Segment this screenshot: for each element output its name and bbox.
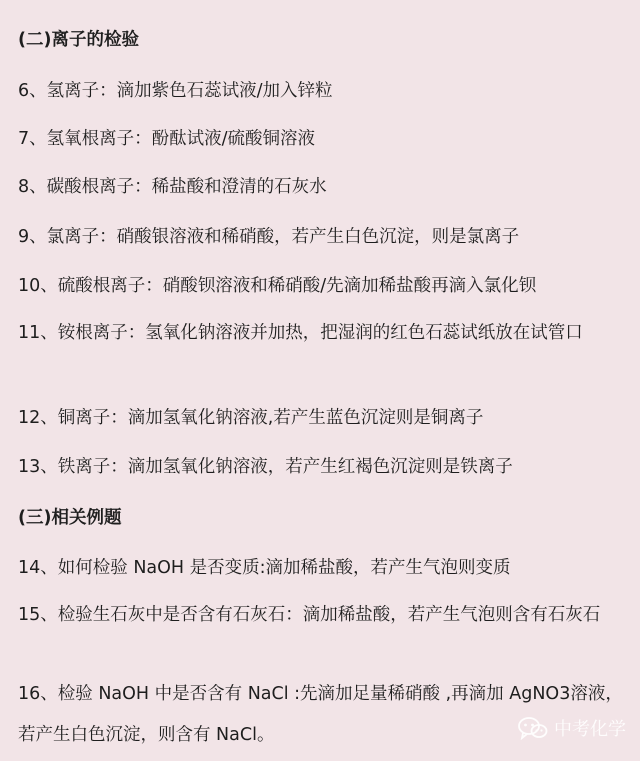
item-7-hydroxide-ion: 7、氢氧根离子：酚酞试液/硫酸铜溶液 xyxy=(18,129,316,149)
section-heading-ion-tests: (二)离子的检验 xyxy=(18,30,139,50)
item-15-quicklime-limestone: 15、检验生石灰中是否含有石灰石：滴加稀盐酸，若产生气泡则含有石灰石 xyxy=(18,605,601,625)
wechat-icon xyxy=(518,716,548,740)
section-heading-examples: (三)相关例题 xyxy=(18,508,122,528)
item-12-copper-ion: 12、铜离子：滴加氢氧化钠溶液,若产生蓝色沉淀则是铜离子 xyxy=(18,408,484,428)
item-14-naoh-deterioration: 14、如何检验 NaOH 是否变质:滴加稀盐酸，若产生气泡则变质 xyxy=(18,558,511,578)
item-9-chloride-ion: 9、氯离子：硝酸银溶液和稀硝酸，若产生白色沉淀，则是氯离子 xyxy=(18,227,520,247)
item-16-naoh-nacl: 16、检验 NaOH 中是否含有 NaCl :先滴加足量稀硝酸 ,再滴加 AgNO3溶液，若产生白色沉淀，则含有 NaCl。 xyxy=(18,684,623,745)
item-8-carbonate-ion: 8、碳酸根离子：稀盐酸和澄清的石灰水 xyxy=(18,177,327,197)
item-11-ammonium-ion: 11、铵根离子：氢氧化钠溶液并加热，把湿润的红色石蕊试纸放在试管口 xyxy=(18,323,583,343)
item-10-sulfate-ion: 10、硫酸根离子：硝酸钡溶液和稀硝酸/先滴加稀盐酸再滴入氯化钡 xyxy=(18,276,537,296)
item-6-hydrogen-ion: 6、氢离子：滴加紫色石蕊试液/加入锌粒 xyxy=(18,81,333,101)
watermark xyxy=(518,715,626,741)
watermark-text: 中考化学 xyxy=(554,719,626,740)
item-13-iron-ion: 13、铁离子：滴加氢氧化钠溶液，若产生红褐色沉淀则是铁离子 xyxy=(18,457,513,477)
